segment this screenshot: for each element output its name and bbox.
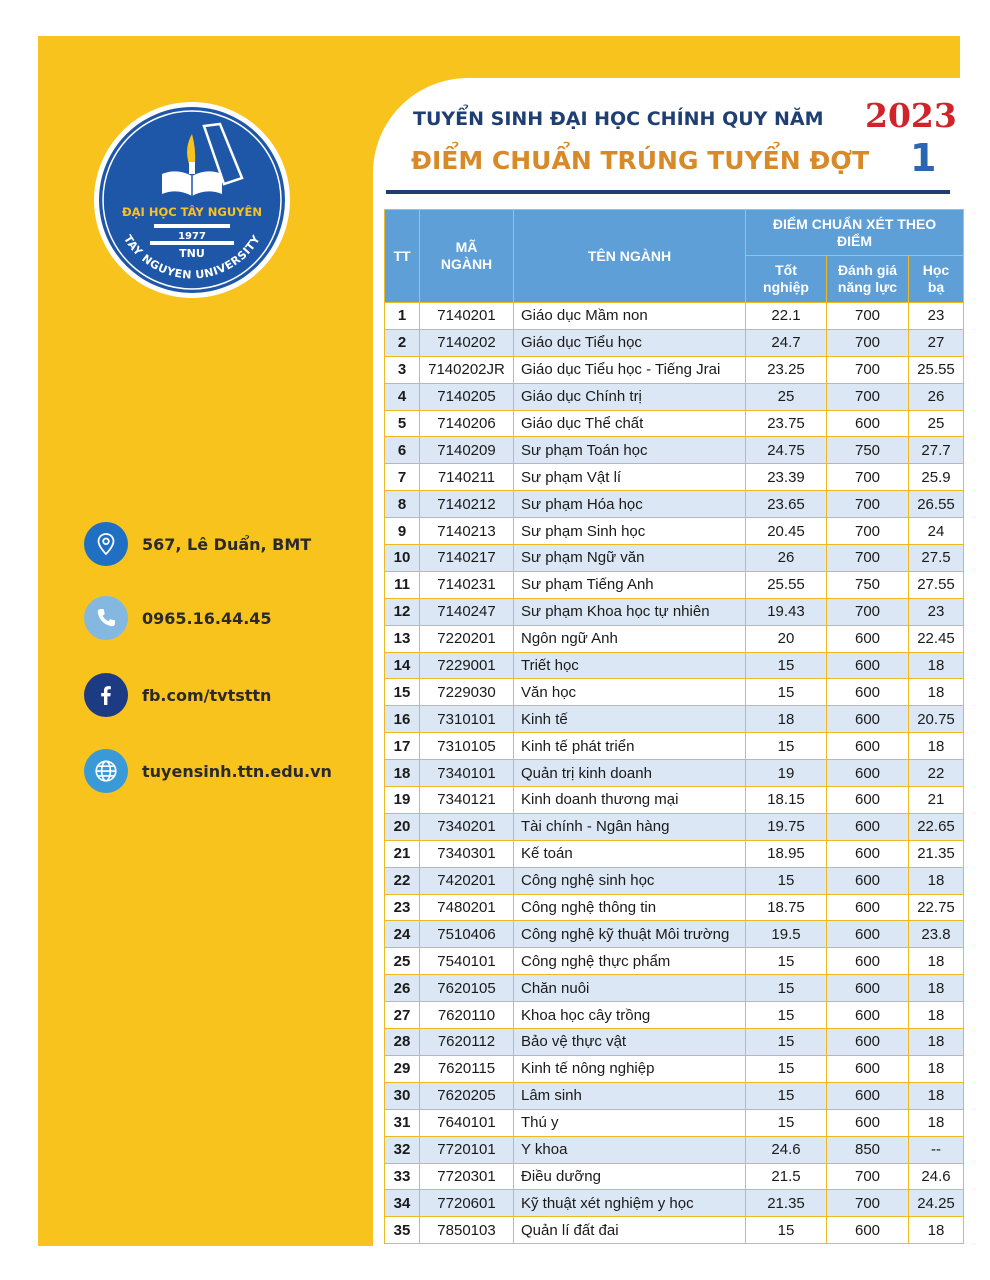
score-hoc-ba: 18: [909, 1082, 964, 1109]
row-tt: 32: [385, 1136, 420, 1163]
score-hoc-ba: 22.65: [909, 813, 964, 840]
score-tot-nghiep: 19: [746, 760, 827, 787]
header-tot-nghiep: Tốt nghiệp: [746, 256, 827, 303]
score-hoc-ba: 27.55: [909, 571, 964, 598]
major-code: 7850103: [420, 1217, 514, 1244]
logo-english-name: TAY NGUYEN UNIVERSITY: [121, 232, 264, 282]
score-danh-gia: 600: [827, 1002, 909, 1029]
score-hoc-ba: 27.7: [909, 437, 964, 464]
major-name: Điều dưỡng: [514, 1163, 746, 1190]
row-tt: 3: [385, 356, 420, 383]
page-subtitle-text: ĐIỂM CHUẨN TRÚNG TUYỂN ĐỢT: [411, 146, 870, 175]
major-code: 7420201: [420, 867, 514, 894]
table-row: [385, 437, 964, 464]
major-code: 7140209: [420, 437, 514, 464]
row-tt: 15: [385, 679, 420, 706]
score-tot-nghiep: 15: [746, 679, 827, 706]
page-subtitle-round: 1: [910, 136, 937, 180]
table-row: [385, 1002, 964, 1029]
score-tot-nghiep: 18.95: [746, 840, 827, 867]
score-tot-nghiep: 19.75: [746, 813, 827, 840]
major-name: Sư phạm Toán học: [514, 437, 746, 464]
score-tot-nghiep: 26: [746, 545, 827, 572]
major-code: 7620105: [420, 975, 514, 1002]
score-danh-gia: 700: [827, 491, 909, 518]
major-name: Kỹ thuật xét nghiệm y học: [514, 1190, 746, 1217]
major-name: Kinh tế phát triển: [514, 733, 746, 760]
score-danh-gia: 750: [827, 571, 909, 598]
major-code: 7140202: [420, 329, 514, 356]
major-name: Kinh doanh thương mại: [514, 787, 746, 814]
logo-year: 1977: [178, 231, 206, 242]
row-tt: 20: [385, 813, 420, 840]
table-row: [385, 1217, 964, 1244]
score-hoc-ba: 21.35: [909, 840, 964, 867]
contact-phone: [84, 596, 272, 640]
score-hoc-ba: 27.5: [909, 545, 964, 572]
major-name: Giáo dục Tiểu học: [514, 329, 746, 356]
row-tt: 23: [385, 894, 420, 921]
table-row: [385, 303, 964, 330]
score-hoc-ba: 26.55: [909, 491, 964, 518]
location-pin-icon: [84, 522, 128, 566]
major-code: 7140217: [420, 545, 514, 572]
score-hoc-ba: 23.8: [909, 921, 964, 948]
score-danh-gia: 850: [827, 1136, 909, 1163]
score-tot-nghiep: 15: [746, 975, 827, 1002]
row-tt: 9: [385, 518, 420, 545]
score-tot-nghiep: 25: [746, 383, 827, 410]
score-danh-gia: 600: [827, 867, 909, 894]
table-row: [385, 598, 964, 625]
major-name: Kinh tế nông nghiệp: [514, 1055, 746, 1082]
score-hoc-ba: 18: [909, 733, 964, 760]
score-danh-gia: 700: [827, 518, 909, 545]
header-hoc-ba: Học bạ: [909, 256, 964, 303]
row-tt: 8: [385, 491, 420, 518]
major-name: Giáo dục Mầm non: [514, 303, 746, 330]
contact-facebook[interactable]: [84, 673, 271, 717]
score-hoc-ba: 24.6: [909, 1163, 964, 1190]
score-hoc-ba: 23: [909, 598, 964, 625]
score-tot-nghiep: 18.15: [746, 787, 827, 814]
major-code: 7140202JR: [420, 356, 514, 383]
table-row: [385, 921, 964, 948]
major-code: 7310105: [420, 733, 514, 760]
contact-facebook-text: fb.com/tvtsttn: [142, 685, 272, 705]
score-hoc-ba: 22: [909, 760, 964, 787]
row-tt: 27: [385, 1002, 420, 1029]
score-danh-gia: 700: [827, 598, 909, 625]
major-name: Bảo vệ thực vật: [514, 1029, 746, 1056]
major-name: Quản lí đất đai: [514, 1217, 746, 1244]
row-tt: 34: [385, 1190, 420, 1217]
score-tot-nghiep: 24.7: [746, 329, 827, 356]
row-tt: 21: [385, 840, 420, 867]
header-diem-chuan-group: ĐIỂM CHUẨN XÉT THEO ĐIỂM: [746, 210, 964, 256]
table-row: [385, 329, 964, 356]
major-code: 7229001: [420, 652, 514, 679]
row-tt: 14: [385, 652, 420, 679]
score-danh-gia: 600: [827, 706, 909, 733]
major-name: Giáo dục Thể chất: [514, 410, 746, 437]
score-tot-nghiep: 18: [746, 706, 827, 733]
contact-phone-text: 0965.16.44.45: [142, 608, 272, 628]
score-danh-gia: 600: [827, 1055, 909, 1082]
score-danh-gia: 600: [827, 733, 909, 760]
table-row: [385, 518, 964, 545]
table-row: [385, 571, 964, 598]
major-code: 7540101: [420, 948, 514, 975]
score-hoc-ba: 18: [909, 679, 964, 706]
score-hoc-ba: 24.25: [909, 1190, 964, 1217]
row-tt: 31: [385, 1109, 420, 1136]
score-hoc-ba: 25.55: [909, 356, 964, 383]
header-tt: TT: [385, 210, 420, 303]
score-danh-gia: 600: [827, 948, 909, 975]
score-tot-nghiep: 23.75: [746, 410, 827, 437]
score-danh-gia: 600: [827, 625, 909, 652]
score-hoc-ba: 27: [909, 329, 964, 356]
major-name: Công nghệ thực phẩm: [514, 948, 746, 975]
major-code: 7340301: [420, 840, 514, 867]
score-danh-gia: 600: [827, 787, 909, 814]
major-code: 7140205: [420, 383, 514, 410]
score-danh-gia: 700: [827, 1190, 909, 1217]
table-row: [385, 679, 964, 706]
major-name: Quản trị kinh doanh: [514, 760, 746, 787]
score-hoc-ba: 21: [909, 787, 964, 814]
score-tot-nghiep: 15: [746, 1055, 827, 1082]
score-tot-nghiep: 19.43: [746, 598, 827, 625]
score-tot-nghiep: 20: [746, 625, 827, 652]
score-hoc-ba: 25: [909, 410, 964, 437]
major-code: 7620110: [420, 1002, 514, 1029]
score-danh-gia: 700: [827, 1163, 909, 1190]
major-name: Kế toán: [514, 840, 746, 867]
score-danh-gia: 700: [827, 545, 909, 572]
major-code: 7310101: [420, 706, 514, 733]
score-hoc-ba: 18: [909, 1055, 964, 1082]
row-tt: 5: [385, 410, 420, 437]
score-table: [384, 209, 964, 1244]
score-danh-gia: 600: [827, 813, 909, 840]
major-code: 7620112: [420, 1029, 514, 1056]
table-row: [385, 545, 964, 572]
score-hoc-ba: 18: [909, 1002, 964, 1029]
header-ten-nganh: TÊN NGÀNH: [514, 210, 746, 303]
major-name: Giáo dục Chính trị: [514, 383, 746, 410]
score-tot-nghiep: 15: [746, 1109, 827, 1136]
table-row: [385, 1109, 964, 1136]
table-row: [385, 410, 964, 437]
table-row: [385, 1082, 964, 1109]
major-code: 7340101: [420, 760, 514, 787]
globe-icon: [84, 749, 128, 793]
score-danh-gia: 600: [827, 1217, 909, 1244]
score-tot-nghiep: 23.39: [746, 464, 827, 491]
score-hoc-ba: 23: [909, 303, 964, 330]
score-hoc-ba: 18: [909, 1029, 964, 1056]
major-name: Công nghệ kỹ thuật Môi trường: [514, 921, 746, 948]
row-tt: 11: [385, 571, 420, 598]
page-title: [413, 98, 973, 138]
row-tt: 22: [385, 867, 420, 894]
major-code: 7140213: [420, 518, 514, 545]
table-row: [385, 1190, 964, 1217]
score-tot-nghiep: 15: [746, 652, 827, 679]
major-name: Công nghệ thông tin: [514, 894, 746, 921]
page-title-text: TUYỂN SINH ĐẠI HỌC CHÍNH QUY NĂM: [413, 108, 824, 130]
score-danh-gia: 700: [827, 356, 909, 383]
major-code: 7140247: [420, 598, 514, 625]
table-row: [385, 733, 964, 760]
major-name: Khoa học cây trồng: [514, 1002, 746, 1029]
score-danh-gia: 600: [827, 894, 909, 921]
major-code: 7140201: [420, 303, 514, 330]
major-name: Triết học: [514, 652, 746, 679]
table-row: [385, 625, 964, 652]
score-table-body: [385, 303, 964, 1244]
page-title-year: 2023: [865, 96, 957, 135]
score-hoc-ba: 18: [909, 948, 964, 975]
row-tt: 7: [385, 464, 420, 491]
row-tt: 10: [385, 545, 420, 572]
row-tt: 12: [385, 598, 420, 625]
score-danh-gia: 700: [827, 303, 909, 330]
row-tt: 2: [385, 329, 420, 356]
score-hoc-ba: --: [909, 1136, 964, 1163]
table-row: [385, 491, 964, 518]
table-row: [385, 1136, 964, 1163]
score-tot-nghiep: 15: [746, 867, 827, 894]
table-row: [385, 356, 964, 383]
contact-address-text: 567, Lê Duẩn, BMT: [142, 534, 312, 554]
contact-address: [84, 522, 311, 566]
table-row: [385, 948, 964, 975]
score-tot-nghiep: 23.65: [746, 491, 827, 518]
score-hoc-ba: 20.75: [909, 706, 964, 733]
table-row: [385, 813, 964, 840]
score-danh-gia: 600: [827, 760, 909, 787]
score-danh-gia: 600: [827, 921, 909, 948]
score-danh-gia: 600: [827, 1082, 909, 1109]
score-tot-nghiep: 19.5: [746, 921, 827, 948]
score-tot-nghiep: 22.1: [746, 303, 827, 330]
score-hoc-ba: 18: [909, 867, 964, 894]
score-danh-gia: 600: [827, 410, 909, 437]
score-danh-gia: 600: [827, 679, 909, 706]
row-tt: 16: [385, 706, 420, 733]
score-tot-nghiep: 15: [746, 1002, 827, 1029]
score-tot-nghiep: 24.75: [746, 437, 827, 464]
row-tt: 24: [385, 921, 420, 948]
row-tt: 33: [385, 1163, 420, 1190]
header-danh-gia-nang-luc: Đánh giá năng lực: [827, 256, 909, 303]
major-code: 7340121: [420, 787, 514, 814]
major-name: Ngôn ngữ Anh: [514, 625, 746, 652]
score-hoc-ba: 18: [909, 1217, 964, 1244]
table-row: [385, 787, 964, 814]
phone-icon: [84, 596, 128, 640]
major-name: Sư phạm Hóa học: [514, 491, 746, 518]
table-row: [385, 464, 964, 491]
major-code: 7640101: [420, 1109, 514, 1136]
major-name: Tài chính - Ngân hàng: [514, 813, 746, 840]
major-name: Y khoa: [514, 1136, 746, 1163]
row-tt: 18: [385, 760, 420, 787]
logo-abbr: TNU: [179, 247, 205, 260]
header-ma-nganh: MÃ NGÀNH: [420, 210, 514, 303]
contact-website-text: tuyensinh.ttn.edu.vn: [142, 761, 332, 781]
major-name: Sư phạm Sinh học: [514, 518, 746, 545]
row-tt: 13: [385, 625, 420, 652]
title-divider: [386, 190, 950, 194]
score-danh-gia: 600: [827, 840, 909, 867]
score-tot-nghiep: 25.55: [746, 571, 827, 598]
score-hoc-ba: 24: [909, 518, 964, 545]
major-code: 7140211: [420, 464, 514, 491]
major-code: 7620205: [420, 1082, 514, 1109]
major-name: Thú y: [514, 1109, 746, 1136]
score-hoc-ba: 22.75: [909, 894, 964, 921]
row-tt: 19: [385, 787, 420, 814]
major-name: Sư phạm Vật lí: [514, 464, 746, 491]
score-danh-gia: 600: [827, 1109, 909, 1136]
row-tt: 35: [385, 1217, 420, 1244]
row-tt: 30: [385, 1082, 420, 1109]
table-row: [385, 894, 964, 921]
score-hoc-ba: 18: [909, 1109, 964, 1136]
row-tt: 17: [385, 733, 420, 760]
major-name: Sư phạm Khoa học tự nhiên: [514, 598, 746, 625]
score-tot-nghiep: 24.6: [746, 1136, 827, 1163]
major-code: 7510406: [420, 921, 514, 948]
major-name: Sư phạm Ngữ văn: [514, 545, 746, 572]
score-danh-gia: 700: [827, 383, 909, 410]
score-tot-nghiep: 23.25: [746, 356, 827, 383]
table-row: [385, 760, 964, 787]
table-row: [385, 975, 964, 1002]
major-code: 7140231: [420, 571, 514, 598]
row-tt: 26: [385, 975, 420, 1002]
score-danh-gia: 600: [827, 652, 909, 679]
score-tot-nghiep: 21.35: [746, 1190, 827, 1217]
table-row: [385, 652, 964, 679]
row-tt: 28: [385, 1029, 420, 1056]
major-name: Chăn nuôi: [514, 975, 746, 1002]
score-danh-gia: 600: [827, 975, 909, 1002]
major-name: Kinh tế: [514, 706, 746, 733]
major-code: 7140206: [420, 410, 514, 437]
score-danh-gia: 700: [827, 329, 909, 356]
major-code: 7140212: [420, 491, 514, 518]
score-tot-nghiep: 15: [746, 1217, 827, 1244]
table-row: [385, 867, 964, 894]
contact-website[interactable]: [84, 749, 332, 793]
score-danh-gia: 600: [827, 1029, 909, 1056]
logo-name: ĐẠI HỌC TÂY NGUYÊN: [122, 205, 262, 219]
major-code: 7340201: [420, 813, 514, 840]
major-code: 7720101: [420, 1136, 514, 1163]
university-logo: [92, 100, 292, 300]
table-row: [385, 1163, 964, 1190]
row-tt: 29: [385, 1055, 420, 1082]
major-code: 7220201: [420, 625, 514, 652]
table-row: [385, 706, 964, 733]
score-hoc-ba: 22.45: [909, 625, 964, 652]
major-code: 7620115: [420, 1055, 514, 1082]
table-row: [385, 383, 964, 410]
table-row: [385, 1029, 964, 1056]
major-name: Văn học: [514, 679, 746, 706]
score-danh-gia: 750: [827, 437, 909, 464]
score-tot-nghiep: 15: [746, 948, 827, 975]
major-name: Giáo dục Tiểu học - Tiếng Jrai: [514, 356, 746, 383]
major-code: 7720601: [420, 1190, 514, 1217]
score-tot-nghiep: 18.75: [746, 894, 827, 921]
major-code: 7480201: [420, 894, 514, 921]
table-row: [385, 1055, 964, 1082]
row-tt: 1: [385, 303, 420, 330]
score-hoc-ba: 26: [909, 383, 964, 410]
score-hoc-ba: 18: [909, 652, 964, 679]
row-tt: 4: [385, 383, 420, 410]
score-tot-nghiep: 21.5: [746, 1163, 827, 1190]
score-danh-gia: 700: [827, 464, 909, 491]
facebook-icon: [84, 673, 128, 717]
row-tt: 6: [385, 437, 420, 464]
score-hoc-ba: 25.9: [909, 464, 964, 491]
score-tot-nghiep: 15: [746, 1029, 827, 1056]
score-tot-nghiep: 15: [746, 733, 827, 760]
major-code: 7720301: [420, 1163, 514, 1190]
major-name: Sư phạm Tiếng Anh: [514, 571, 746, 598]
score-tot-nghiep: 20.45: [746, 518, 827, 545]
score-tot-nghiep: 15: [746, 1082, 827, 1109]
major-name: Công nghệ sinh học: [514, 867, 746, 894]
major-name: Lâm sinh: [514, 1082, 746, 1109]
row-tt: 25: [385, 948, 420, 975]
major-code: 7229030: [420, 679, 514, 706]
score-hoc-ba: 18: [909, 975, 964, 1002]
table-row: [385, 840, 964, 867]
